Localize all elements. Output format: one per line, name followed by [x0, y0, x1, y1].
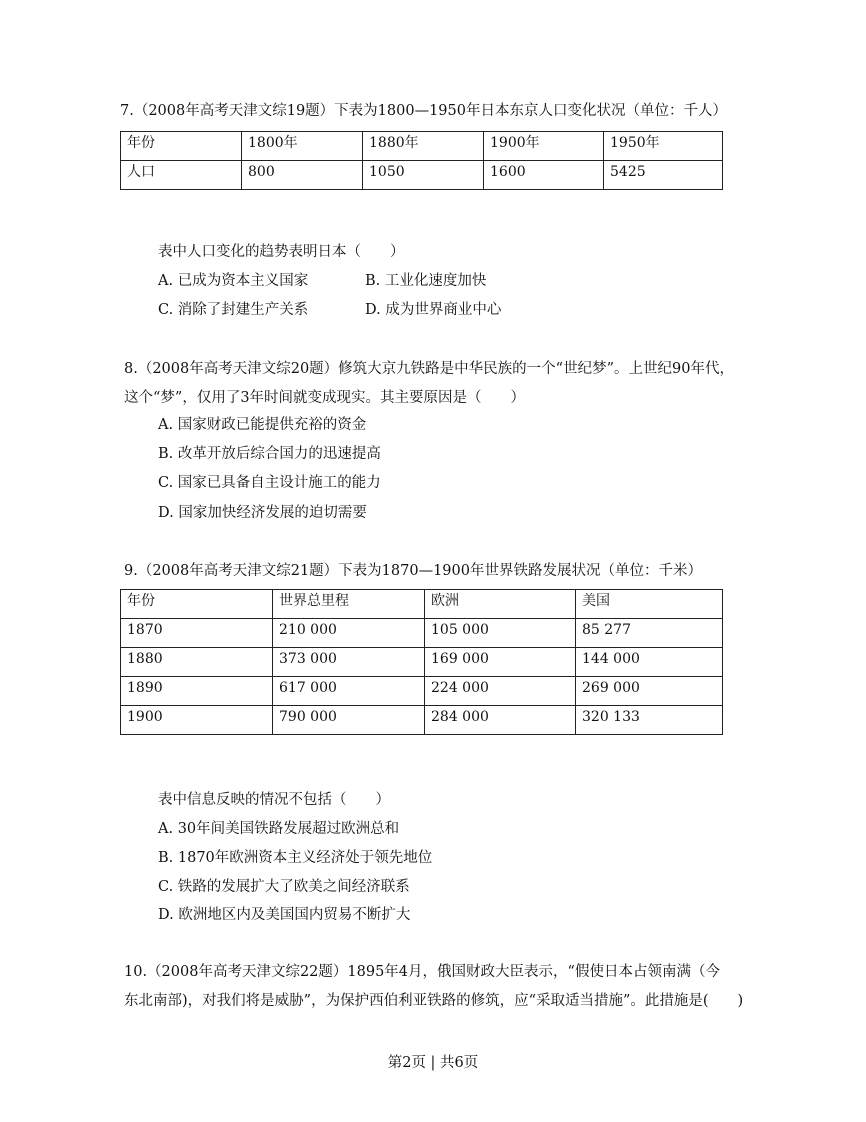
table-cell: 224 000 [425, 677, 576, 706]
table-cell: 85 277 [576, 619, 723, 648]
table-cell: 欧洲 [425, 590, 576, 619]
table-cell: 1880年 [363, 132, 484, 161]
q9-table [120, 589, 723, 735]
q9-option-c: C. 铁路的发展扩大了欧美之间经济联系 [158, 879, 410, 895]
q7-option-d: D. 成为世界商业中心 [365, 302, 502, 318]
q9-question: 表中信息反映的情况不包括（ ） [158, 792, 390, 808]
table-cell: 年份 [121, 132, 242, 161]
table-cell: 320 133 [576, 706, 723, 735]
q7-option-c: C. 消除了封建生产关系 [158, 302, 309, 318]
q8-option-c: C. 国家已具备自主设计施工的能力 [158, 475, 381, 491]
table-row [121, 648, 723, 677]
table-cell: 373 000 [273, 648, 425, 677]
table-cell: 284 000 [425, 706, 576, 735]
q7-stem: 7.（2008年高考天津文综19题）下表为1800—1950年日本东京人口变化状况（单位：千人） [120, 103, 727, 119]
table-row [121, 161, 723, 190]
q7-question: 表中人口变化的趋势表明日本（ ） [158, 244, 405, 260]
table-cell: 210 000 [273, 619, 425, 648]
table-cell: 1890 [121, 677, 273, 706]
q8-stem-line2: 这个“梦”，仅用了3年时间就变成现实。其主要原因是（ ） [124, 390, 526, 406]
table-cell: 世界总里程 [273, 590, 425, 619]
q7-option-b: B. 工业化速度加快 [365, 273, 487, 289]
table-cell: 年份 [121, 590, 273, 619]
table-row [121, 706, 723, 735]
table-cell: 800 [242, 161, 363, 190]
q9-option-a: A. 30年间美国铁路发展超过欧洲总和 [158, 821, 400, 837]
q9-stem: 9.（2008年高考天津文综21题）下表为1870—1900年世界铁路发展状况（单位：千米） [124, 563, 702, 579]
q8-stem-line1: 8.（2008年高考天津文综20题）修筑大京九铁路是中华民族的一个“世纪梦”。上世纪90年代， [124, 361, 734, 377]
table-cell: 1600 [484, 161, 604, 190]
table-cell: 105 000 [425, 619, 576, 648]
table-row [121, 619, 723, 648]
table-cell: 美国 [576, 590, 723, 619]
q8-option-b: B. 改革开放后综合国力的迅速提高 [158, 446, 381, 462]
q9-option-d: D. 欧洲地区内及美国国内贸易不断扩大 [158, 907, 411, 923]
table-cell: 1950年 [604, 132, 723, 161]
table-cell: 1800年 [242, 132, 363, 161]
q10-stem-line2: 东北南部)，对我们将是威胁”，为保护西伯利亚铁路的修筑，应“采取适当措施”。此措施是( ) [124, 993, 744, 1009]
table-cell: 1880 [121, 648, 273, 677]
table-cell: 617 000 [273, 677, 425, 706]
table-cell: 1900 [121, 706, 273, 735]
table-cell: 790 000 [273, 706, 425, 735]
q8-option-a: A. 国家财政已能提供充裕的资金 [158, 417, 367, 433]
table-row [121, 132, 723, 161]
table-cell: 人口 [121, 161, 242, 190]
q9-option-b: B. 1870年欧洲资本主义经济处于领先地位 [158, 850, 433, 866]
table-cell: 5425 [604, 161, 723, 190]
table-cell: 169 000 [425, 648, 576, 677]
table-cell: 1050 [363, 161, 484, 190]
table-cell: 1870 [121, 619, 273, 648]
page-footer: 第2页 | 共6页 [387, 1055, 479, 1071]
table-row [121, 677, 723, 706]
table-row [121, 590, 723, 619]
q7-table [120, 131, 723, 190]
q10-stem-line1: 10.（2008年高考天津文综22题）1895年4月，俄国财政大臣表示，“假使日本占领南满（今 [124, 964, 720, 980]
q7-option-a: A. 已成为资本主义国家 [158, 273, 309, 289]
q8-option-d: D. 国家加快经济发展的迫切需要 [158, 505, 367, 521]
table-cell: 144 000 [576, 648, 723, 677]
table-cell: 1900年 [484, 132, 604, 161]
table-cell: 269 000 [576, 677, 723, 706]
